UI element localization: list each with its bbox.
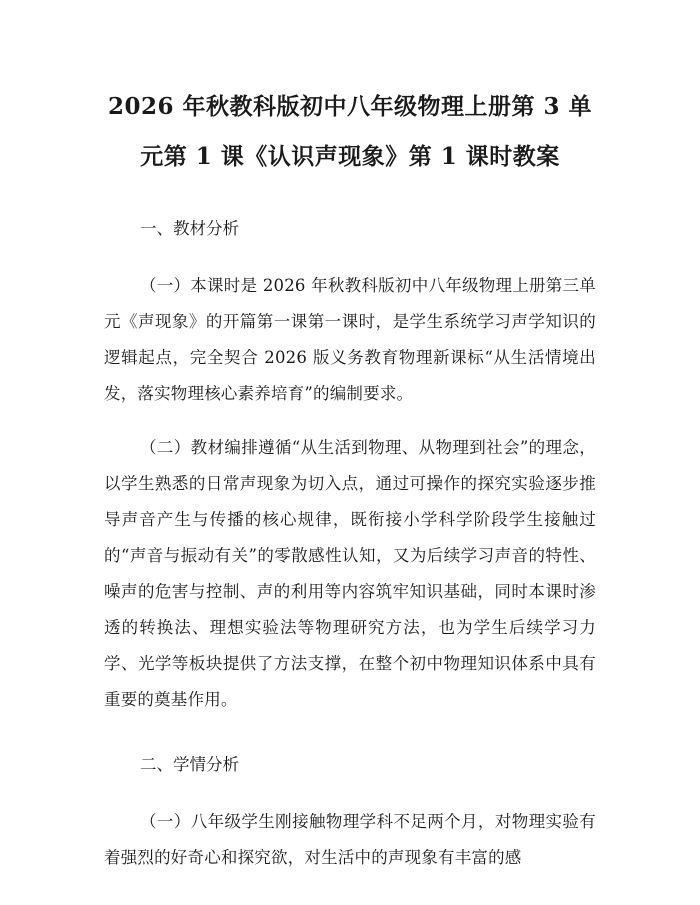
section-heading: 一、教材分析 xyxy=(140,219,239,238)
section-textbook-analysis xyxy=(104,212,596,718)
paragraph: （一）本课时是 2026 年秋教科版初中八年级物理上册第三单元《声现象》的开篇第一课第一课时，是学生系统学习声学知识的逻辑起点，完全契合 2026 版义务教育物理新课标“从生活情境出发，落实物理核心素养培育”的编制要求。 xyxy=(104,276,596,403)
document-title xyxy=(104,82,596,182)
paragraph: （二）教材编排遵循“从生活到物理、从物理到社会”的理念，以学生熟悉的日常声现象为切入点，通过可操作的探究实验逐步推导声音产生与传播的核心规律，既衔接小学科学阶段学生接触过的“声音与振动有关”的零散感性认知，又为后续学习声音的特性、噪声的危害与控制、声的利用等内容筑牢知识基础，同时本课时渗透的转换法、理想实验法等物理研究方法，也为学生后续学习力学、光学等板块提供了方法支撑，在整个初中物理知识体系中具有重要的奠基作用。 xyxy=(104,438,596,709)
title-line-2: 元第 1 课《认识声现象》第 1 课时教案 xyxy=(140,143,560,170)
section-heading: 二、学情分析 xyxy=(140,755,239,774)
section-student-analysis xyxy=(104,748,596,876)
title-line-1: 2026 年秋教科版初中八年级物理上册第 3 单 xyxy=(107,93,593,120)
paragraph: （一）八年级学生刚接触物理学科不足两个月，对物理实验有着强烈的好奇心和探究欲，对生活中的声现象有丰富的感 xyxy=(104,812,596,867)
